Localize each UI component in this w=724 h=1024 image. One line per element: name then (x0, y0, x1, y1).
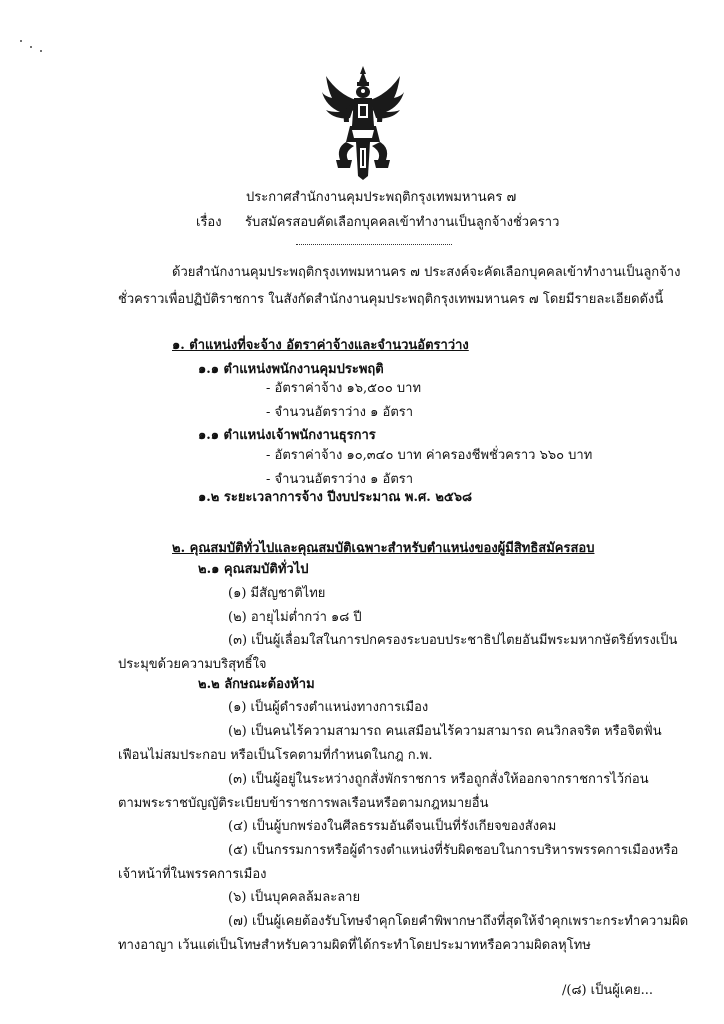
intro-line-2: ชั่วคราวเพื่อปฏิบัติราชการ ในสังกัดสำนักงานคุมประพฤติกรุงเทพมหานคร ๗ โดยมีรายละเอียดดังนี้ (118, 292, 664, 307)
prohibited-item-2a: (๒) เป็นคนไร้ความสามารถ คนเสมือนไร้ความสามารถ คนวิกลจริต หรือจิตฟั่น (228, 724, 662, 739)
prohibited-item-7a: (๗) เป็นผู้เคยต้องรับโทษจำคุกโดยคำพิพากษาถึงที่สุดให้จำคุกเพราะกระทำความผิด (228, 914, 689, 929)
announcement-title: ประกาศสำนักงานคุมประพฤติกรุงเทพมหานคร ๗ (246, 190, 517, 205)
section-2-heading: ๒. คุณสมบัติทั่วไปและคุณสมบัติเฉพาะสำหรับตำแหน่งของผู้มีสิทธิสมัครสอบ (172, 541, 595, 556)
general-qualifications-heading: ๒.๑ คุณสมบัติทั่วไป (198, 562, 309, 577)
scan-speck (20, 40, 22, 42)
position-2-title: ๑.๑ ตำแหน่งเจ้าพนักงานธุรการ (198, 428, 376, 443)
prohibited-item-3a: (๓) เป็นผู้อยู่ในระหว่างถูกสั่งพักราชการ หรือถูกสั่งให้ออกจากราชการไว้ก่อน (228, 772, 649, 787)
position-1-title: ๑.๑ ตำแหน่งพนักงานคุมประพฤติ (198, 362, 384, 377)
position-1-count: - จำนวนอัตราว่าง ๑ อัตรา (266, 405, 414, 420)
prohibited-item-2b: เฟือนไม่สมประกอบ หรือเป็นโรคตามที่กำหนดในกฎ ก.พ. (118, 748, 433, 763)
scan-speck (30, 46, 32, 48)
prohibited-item-7b: ทางอาญา เว้นแต่เป็นโทษสำหรับความผิดที่ได้กระทำโดยประมาทหรือความผิดลหุโทษ (118, 938, 591, 953)
position-2-wage: - อัตราค่าจ้าง ๑๐,๓๔๐ บาท ค่าครองชีพชั่วคราว ๖๖๐ บาท (266, 448, 593, 463)
prohibited-item-5b: เจ้าหน้าที่ในพรรคการเมือง (118, 867, 267, 882)
prohibited-item-4: (๔) เป็นผู้บกพร่องในศีลธรรมอันดีจนเป็นที่รังเกียจของสังคม (228, 819, 557, 834)
general-item-2: (๒) อายุไม่ต่ำกว่า ๑๘ ปี (228, 610, 362, 625)
dotted-separator (296, 244, 452, 247)
general-item-3b: ประมุขด้วยความบริสุทธิ์ใจ (118, 657, 267, 672)
position-1-wage: - อัตราค่าจ้าง ๑๖,๕๐๐ บาท (266, 381, 422, 396)
prohibited-heading: ๒.๒ ลักษณะต้องห้าม (198, 677, 315, 692)
general-item-1: (๑) มีสัญชาติไทย (228, 586, 326, 601)
prohibited-item-6: (๖) เป็นบุคคลล้มละลาย (228, 890, 361, 905)
continued-on-next-page: /(๘) เป็นผู้เคย... (562, 983, 654, 998)
general-item-3a: (๓) เป็นผู้เลื่อมใสในการปกครองระบอบประชาธิปไตยอันมีพระมหากษัตริย์ทรงเป็น (228, 633, 678, 648)
employment-period: ๑.๒ ระยะเวลาการจ้าง ปีงบประมาณ พ.ศ. ๒๕๖๘ (198, 490, 473, 505)
subject-text: รับสมัครสอบคัดเลือกบุคคลเข้าทำงานเป็นลูกจ้างชั่วคราว (245, 215, 560, 230)
position-2-count: - จำนวนอัตราว่าง ๑ อัตรา (266, 472, 414, 487)
section-1-heading: ๑. ตำแหน่งที่จะจ้าง อัตราค่าจ้างและจำนวนอัตราว่าง (172, 338, 469, 353)
prohibited-item-3b: ตามพระราชบัญญัติระเบียบข้าราชการพลเรือนหรือตามกฎหมายอื่น (118, 796, 489, 811)
scan-speck (40, 50, 42, 52)
prohibited-item-5a: (๕) เป็นกรรมการหรือผู้ดำรงตำแหน่งที่รับผิดชอบในการบริหารพรรคการเมืองหรือ (228, 843, 679, 858)
subject-label: เรื่อง (196, 215, 222, 230)
intro-line-1: ด้วยสำนักงานคุมประพฤติกรุงเทพมหานคร ๗ ประสงค์จะคัดเลือกบุคคลเข้าทำงานเป็นลูกจ้าง (172, 265, 681, 280)
garuda-emblem-icon (322, 64, 404, 180)
prohibited-item-1: (๑) เป็นผู้ดำรงตำแหน่งทางการเมือง (228, 700, 429, 715)
